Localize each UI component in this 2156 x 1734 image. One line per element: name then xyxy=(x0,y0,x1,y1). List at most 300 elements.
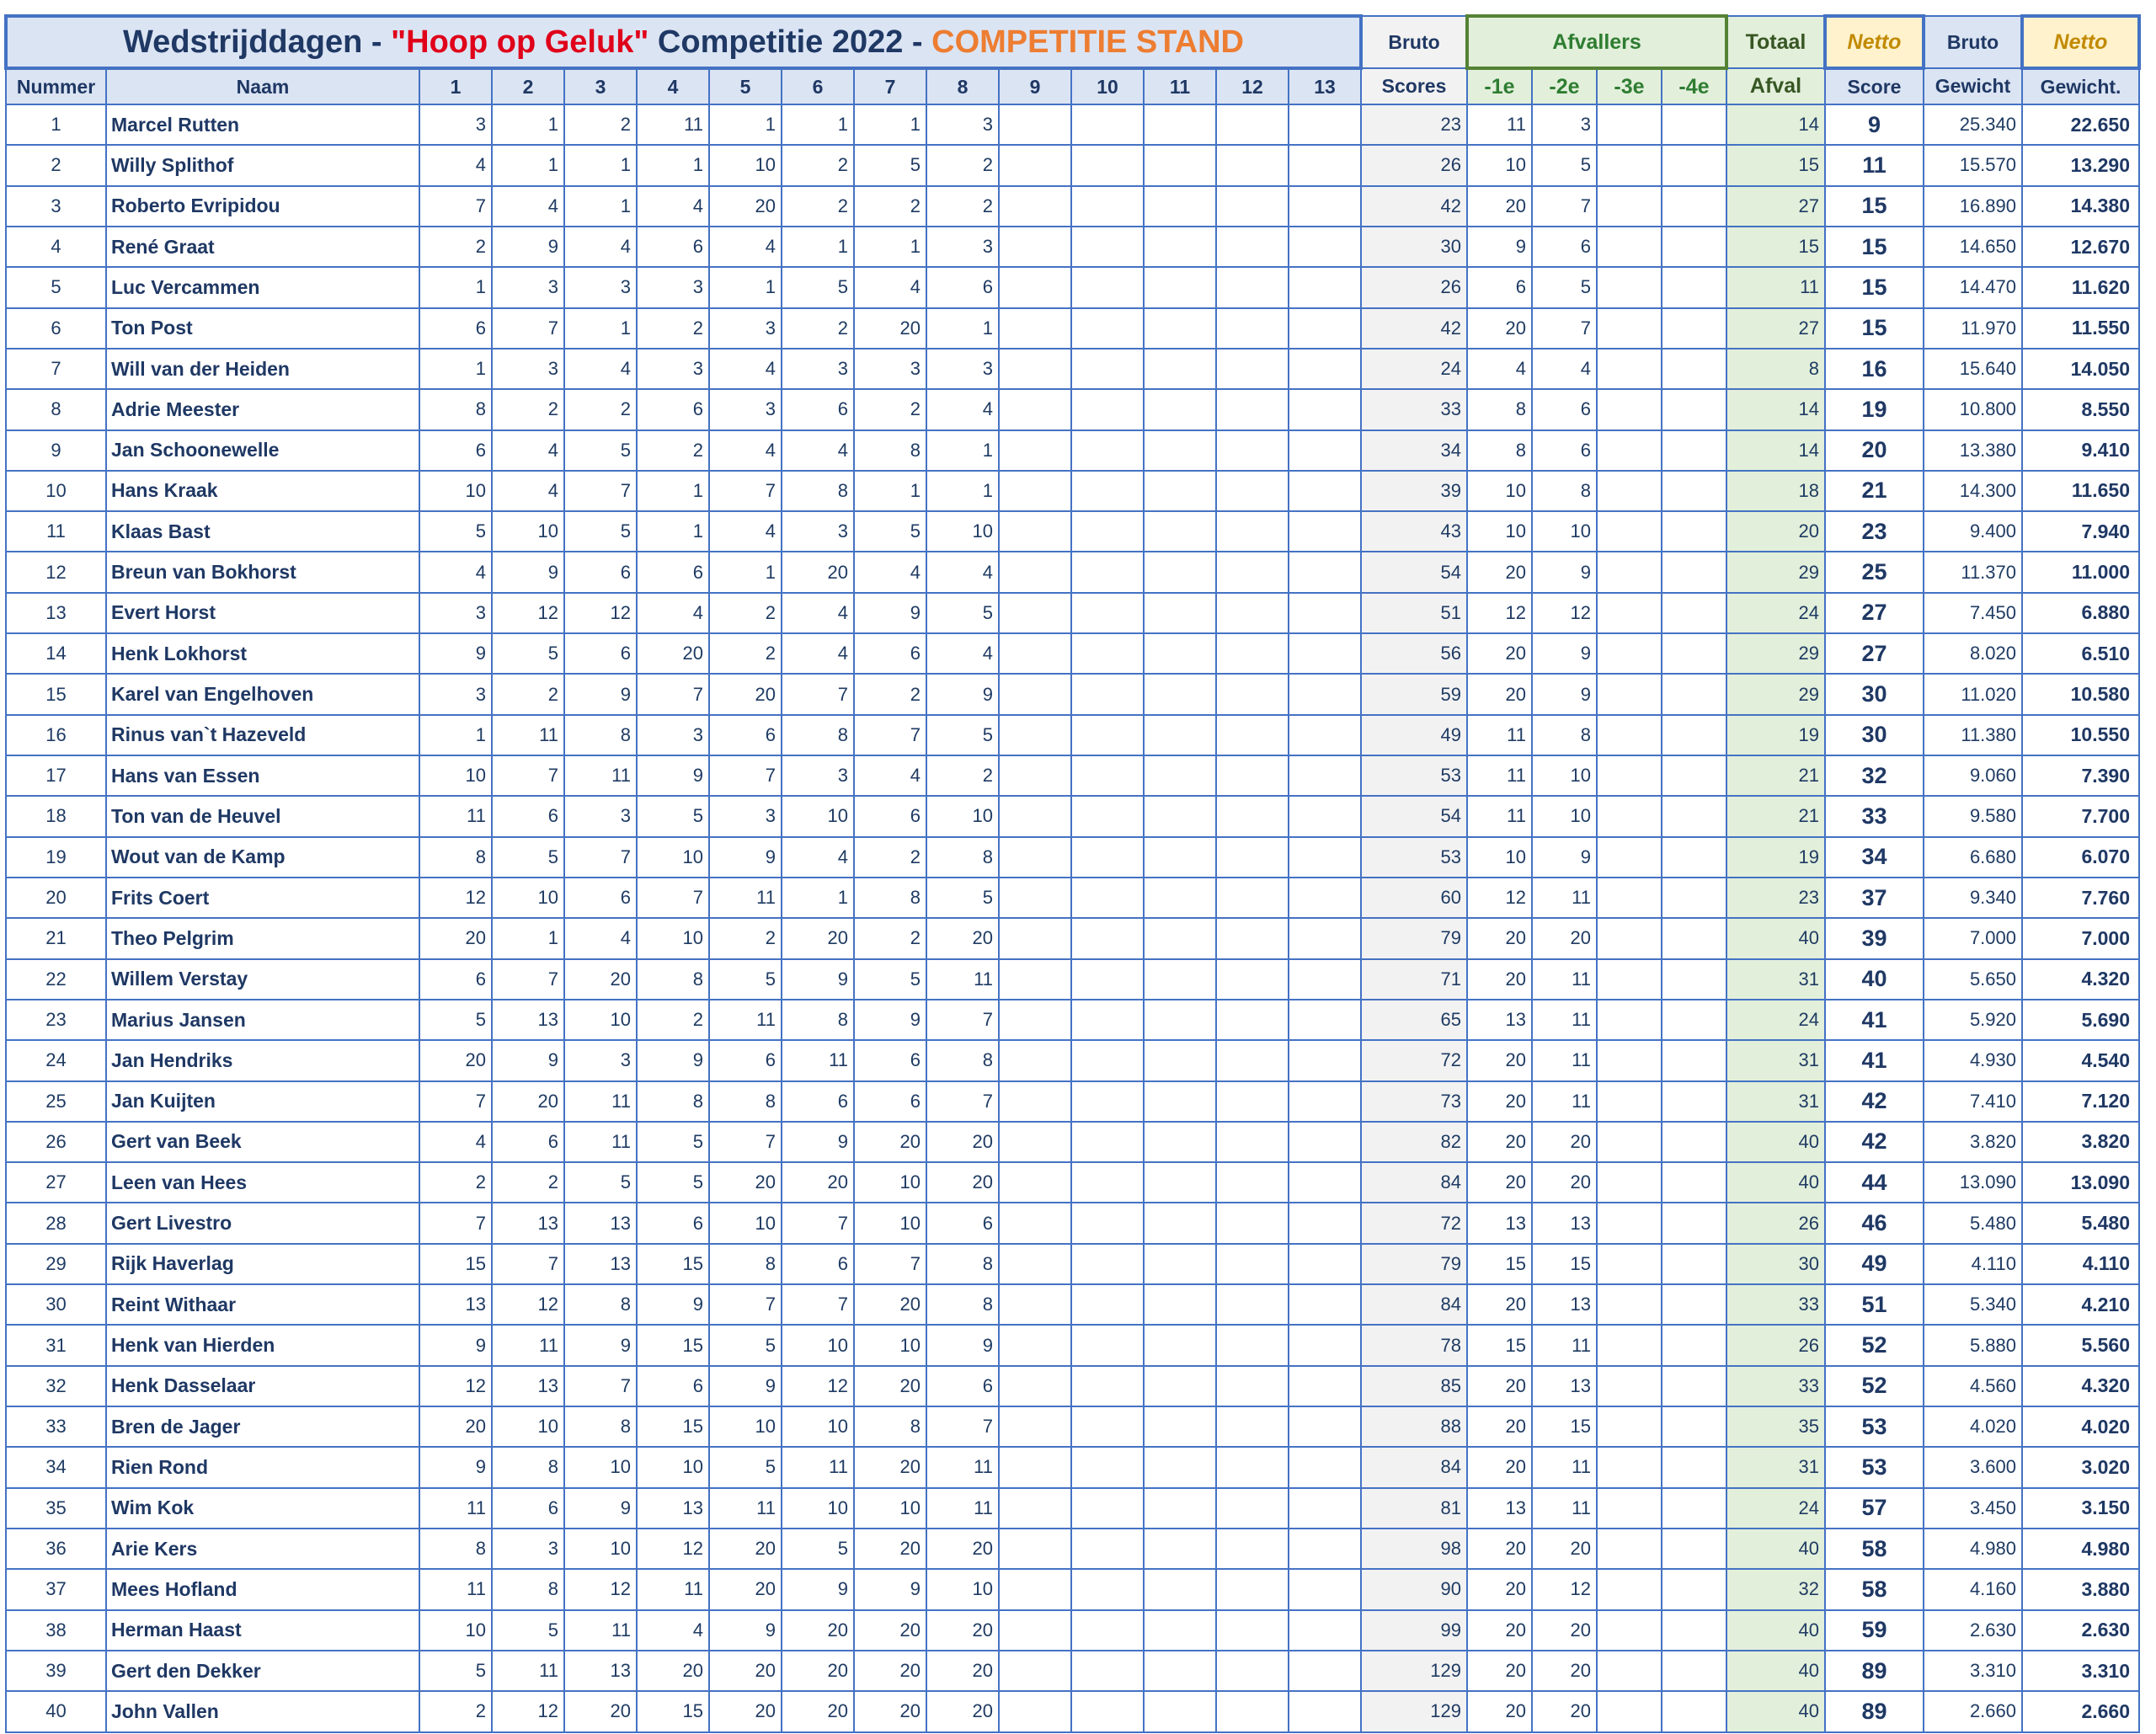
cell-day-10 xyxy=(1071,1406,1144,1447)
cell-day-13 xyxy=(1289,1203,1361,1243)
cell-day-13 xyxy=(1289,145,1361,185)
cell-netto-score: 53 xyxy=(1825,1406,1924,1447)
cell-netto-score: 58 xyxy=(1825,1569,1924,1609)
cell-netto-score: 30 xyxy=(1825,674,1924,714)
cell-afval-2: 13 xyxy=(1532,1203,1597,1243)
cell-bruto-gewicht: 9.400 xyxy=(1924,511,2022,552)
cell-day-8: 11 xyxy=(926,959,999,1000)
cell-day-2: 12 xyxy=(492,1284,564,1325)
cell-afval-1: 20 xyxy=(1467,1162,1532,1203)
cell-day-6: 5 xyxy=(782,267,854,307)
cell-day-8: 8 xyxy=(926,1244,999,1284)
title-part-club-name: "Hoop op Geluk" xyxy=(391,24,649,60)
cell-nummer: 20 xyxy=(6,878,106,918)
cell-day-6: 11 xyxy=(782,1040,854,1080)
cell-day-2: 2 xyxy=(492,389,564,429)
header-naam: Naam xyxy=(106,68,419,104)
cell-naam: Frits Coert xyxy=(106,878,419,918)
cell-day-9 xyxy=(999,1203,1071,1243)
cell-day-13 xyxy=(1289,1000,1361,1040)
cell-day-2: 10 xyxy=(492,878,564,918)
cell-bruto-scores: 88 xyxy=(1361,1406,1467,1447)
cell-afval-2: 6 xyxy=(1532,430,1597,471)
cell-day-7: 2 xyxy=(854,389,926,429)
cell-day-3: 9 xyxy=(564,1488,637,1529)
cell-totaal-afval: 14 xyxy=(1726,104,1825,145)
cell-day-13 xyxy=(1289,349,1361,389)
cell-afval-2: 6 xyxy=(1532,227,1597,267)
cell-bruto-gewicht: 11.370 xyxy=(1924,552,2022,592)
cell-afval-1: 11 xyxy=(1467,715,1532,755)
cell-nummer: 28 xyxy=(6,1203,106,1243)
cell-day-7: 8 xyxy=(854,1406,926,1447)
cell-netto-gewicht: 14.380 xyxy=(2022,186,2139,227)
cell-netto-score: 34 xyxy=(1825,837,1924,878)
cell-day-5: 10 xyxy=(709,1406,782,1447)
cell-afval-3 xyxy=(1597,511,1662,552)
cell-bruto-scores: 85 xyxy=(1361,1366,1467,1406)
cell-day-5: 3 xyxy=(709,308,782,349)
cell-afval-2: 20 xyxy=(1532,1651,1597,1691)
cell-naam: Evert Horst xyxy=(106,593,419,633)
cell-afval-4 xyxy=(1662,1651,1726,1691)
cell-day-5: 2 xyxy=(709,633,782,674)
cell-netto-gewicht: 4.110 xyxy=(2022,1244,2139,1284)
cell-bruto-gewicht: 11.970 xyxy=(1924,308,2022,349)
cell-day-5: 20 xyxy=(709,1651,782,1691)
sheet-title xyxy=(6,16,1361,68)
cell-afval-2: 3 xyxy=(1532,104,1597,145)
cell-day-4: 6 xyxy=(637,227,709,267)
table-row xyxy=(6,349,2139,389)
cell-day-10 xyxy=(1071,633,1144,674)
cell-day-5: 2 xyxy=(709,593,782,633)
table-row xyxy=(6,1447,2139,1487)
cell-nummer: 8 xyxy=(6,389,106,429)
cell-day-5: 1 xyxy=(709,267,782,307)
cell-afval-4 xyxy=(1662,349,1726,389)
cell-afval-3 xyxy=(1597,1284,1662,1325)
cell-day-8: 7 xyxy=(926,1406,999,1447)
cell-naam: Leen van Hees xyxy=(106,1162,419,1203)
cell-day-2: 6 xyxy=(492,796,564,836)
header-afval-1e: -1e xyxy=(1467,68,1532,104)
cell-bruto-scores: 84 xyxy=(1361,1162,1467,1203)
cell-afval-1: 10 xyxy=(1467,511,1532,552)
cell-day-3: 1 xyxy=(564,186,637,227)
cell-afval-3 xyxy=(1597,1651,1662,1691)
cell-netto-gewicht: 6.070 xyxy=(2022,837,2139,878)
table-row xyxy=(6,104,2139,145)
cell-day-6: 4 xyxy=(782,837,854,878)
cell-day-13 xyxy=(1289,1244,1361,1284)
cell-nummer: 17 xyxy=(6,755,106,796)
cell-netto-gewicht: 6.880 xyxy=(2022,593,2139,633)
cell-day-9 xyxy=(999,1284,1071,1325)
cell-nummer: 38 xyxy=(6,1610,106,1651)
cell-totaal-afval: 27 xyxy=(1726,186,1825,227)
cell-day-1: 4 xyxy=(419,552,492,592)
cell-day-1: 3 xyxy=(419,593,492,633)
cell-day-1: 12 xyxy=(419,878,492,918)
cell-day-10 xyxy=(1071,1081,1144,1122)
cell-nummer: 36 xyxy=(6,1529,106,1569)
cell-afval-1: 20 xyxy=(1467,918,1532,958)
cell-day-9 xyxy=(999,1447,1071,1487)
cell-day-2: 5 xyxy=(492,837,564,878)
cell-netto-score: 52 xyxy=(1825,1366,1924,1406)
cell-day-6: 8 xyxy=(782,471,854,511)
cell-nummer: 39 xyxy=(6,1651,106,1691)
cell-day-5: 20 xyxy=(709,1529,782,1569)
cell-day-4: 10 xyxy=(637,1447,709,1487)
header-bruto-top: Bruto xyxy=(1361,16,1467,68)
cell-day-5: 1 xyxy=(709,552,782,592)
cell-naam: Henk Dasselaar xyxy=(106,1366,419,1406)
cell-day-1: 12 xyxy=(419,1366,492,1406)
cell-afval-4 xyxy=(1662,430,1726,471)
cell-day-12 xyxy=(1216,1569,1289,1609)
cell-netto-gewicht: 11.620 xyxy=(2022,267,2139,307)
cell-day-1: 6 xyxy=(419,430,492,471)
cell-bruto-scores: 39 xyxy=(1361,471,1467,511)
cell-naam: Jan Schoonewelle xyxy=(106,430,419,471)
cell-day-7: 20 xyxy=(854,1122,926,1162)
cell-day-8: 6 xyxy=(926,267,999,307)
cell-day-12 xyxy=(1216,1406,1289,1447)
cell-day-4: 5 xyxy=(637,1122,709,1162)
cell-nummer: 27 xyxy=(6,1162,106,1203)
cell-netto-gewicht: 5.480 xyxy=(2022,1203,2139,1243)
cell-bruto-scores: 49 xyxy=(1361,715,1467,755)
cell-day-5: 7 xyxy=(709,471,782,511)
header-afval-3e: -3e xyxy=(1597,68,1662,104)
cell-day-6: 6 xyxy=(782,389,854,429)
cell-day-10 xyxy=(1071,227,1144,267)
cell-bruto-scores: 59 xyxy=(1361,674,1467,714)
cell-afval-2: 13 xyxy=(1532,1284,1597,1325)
cell-day-8: 1 xyxy=(926,471,999,511)
cell-day-1: 2 xyxy=(419,1162,492,1203)
cell-totaal-afval: 33 xyxy=(1726,1284,1825,1325)
cell-bruto-scores: 90 xyxy=(1361,1569,1467,1609)
cell-day-10 xyxy=(1071,1162,1144,1203)
cell-nummer: 7 xyxy=(6,349,106,389)
cell-day-1: 7 xyxy=(419,1203,492,1243)
cell-bruto-scores: 24 xyxy=(1361,349,1467,389)
cell-nummer: 26 xyxy=(6,1122,106,1162)
cell-day-4: 5 xyxy=(637,796,709,836)
cell-day-3: 8 xyxy=(564,715,637,755)
cell-day-5: 8 xyxy=(709,1244,782,1284)
cell-day-12 xyxy=(1216,104,1289,145)
cell-day-9 xyxy=(999,1081,1071,1122)
cell-day-13 xyxy=(1289,1447,1361,1487)
cell-day-6: 6 xyxy=(782,1244,854,1284)
cell-day-1: 9 xyxy=(419,1325,492,1365)
cell-totaal-afval: 40 xyxy=(1726,1529,1825,1569)
table-row xyxy=(6,145,2139,185)
cell-nummer: 40 xyxy=(6,1691,106,1731)
cell-day-8: 9 xyxy=(926,674,999,714)
cell-day-5: 20 xyxy=(709,186,782,227)
cell-bruto-gewicht: 7.410 xyxy=(1924,1081,2022,1122)
cell-afval-2: 11 xyxy=(1532,1447,1597,1487)
header-afval-2e: -2e xyxy=(1532,68,1597,104)
cell-afval-1: 20 xyxy=(1467,674,1532,714)
cell-day-4: 10 xyxy=(637,918,709,958)
cell-afval-3 xyxy=(1597,1162,1662,1203)
cell-afval-1: 20 xyxy=(1467,959,1532,1000)
cell-day-8: 3 xyxy=(926,104,999,145)
cell-bruto-gewicht: 15.640 xyxy=(1924,349,2022,389)
table-row xyxy=(6,308,2139,349)
cell-day-7: 9 xyxy=(854,1000,926,1040)
cell-netto-gewicht: 11.550 xyxy=(2022,308,2139,349)
cell-bruto-gewicht: 4.560 xyxy=(1924,1366,2022,1406)
cell-day-11 xyxy=(1144,1406,1216,1447)
cell-day-3: 11 xyxy=(564,755,637,796)
cell-totaal-afval: 18 xyxy=(1726,471,1825,511)
cell-day-2: 4 xyxy=(492,471,564,511)
cell-day-7: 20 xyxy=(854,1651,926,1691)
cell-day-10 xyxy=(1071,1203,1144,1243)
cell-totaal-afval: 31 xyxy=(1726,959,1825,1000)
cell-afval-4 xyxy=(1662,1691,1726,1731)
cell-day-1: 6 xyxy=(419,959,492,1000)
cell-day-1: 20 xyxy=(419,1040,492,1080)
table-row xyxy=(6,511,2139,552)
cell-day-3: 1 xyxy=(564,145,637,185)
cell-day-4: 7 xyxy=(637,878,709,918)
cell-day-7: 4 xyxy=(854,755,926,796)
table-row xyxy=(6,389,2139,429)
cell-afval-4 xyxy=(1662,1000,1726,1040)
table-row xyxy=(6,1366,2139,1406)
cell-day-7: 4 xyxy=(854,267,926,307)
cell-nummer: 16 xyxy=(6,715,106,755)
cell-nummer: 31 xyxy=(6,1325,106,1365)
cell-day-10 xyxy=(1071,1122,1144,1162)
cell-day-4: 8 xyxy=(637,959,709,1000)
cell-day-12 xyxy=(1216,878,1289,918)
cell-day-6: 4 xyxy=(782,430,854,471)
cell-day-1: 9 xyxy=(419,1447,492,1487)
cell-day-3: 3 xyxy=(564,1040,637,1080)
cell-day-1: 11 xyxy=(419,1488,492,1529)
cell-bruto-scores: 81 xyxy=(1361,1488,1467,1529)
cell-day-8: 3 xyxy=(926,349,999,389)
cell-netto-score: 51 xyxy=(1825,1284,1924,1325)
cell-day-9 xyxy=(999,267,1071,307)
cell-day-10 xyxy=(1071,715,1144,755)
cell-netto-gewicht: 14.050 xyxy=(2022,349,2139,389)
cell-day-11 xyxy=(1144,186,1216,227)
cell-day-1: 8 xyxy=(419,389,492,429)
cell-netto-gewicht: 3.150 xyxy=(2022,1488,2139,1529)
cell-day-2: 13 xyxy=(492,1000,564,1040)
cell-netto-score: 42 xyxy=(1825,1122,1924,1162)
cell-day-3: 20 xyxy=(564,1691,637,1731)
cell-day-6: 10 xyxy=(782,1406,854,1447)
cell-nummer: 18 xyxy=(6,796,106,836)
cell-bruto-scores: 84 xyxy=(1361,1284,1467,1325)
cell-netto-score: 89 xyxy=(1825,1691,1924,1731)
cell-day-7: 20 xyxy=(854,1366,926,1406)
cell-day-2: 11 xyxy=(492,1651,564,1691)
cell-afval-1: 10 xyxy=(1467,837,1532,878)
cell-afval-2: 11 xyxy=(1532,959,1597,1000)
cell-day-13 xyxy=(1289,104,1361,145)
cell-naam: Marius Jansen xyxy=(106,1000,419,1040)
cell-day-4: 2 xyxy=(637,308,709,349)
cell-netto-score: 32 xyxy=(1825,755,1924,796)
cell-afval-3 xyxy=(1597,837,1662,878)
cell-afval-2: 20 xyxy=(1532,918,1597,958)
cell-netto-score: 39 xyxy=(1825,918,1924,958)
cell-day-7: 10 xyxy=(854,1325,926,1365)
cell-day-13 xyxy=(1289,1610,1361,1651)
cell-netto-score: 21 xyxy=(1825,471,1924,511)
cell-day-4: 15 xyxy=(637,1691,709,1731)
table-row xyxy=(6,1244,2139,1284)
cell-day-12 xyxy=(1216,1284,1289,1325)
cell-day-9 xyxy=(999,593,1071,633)
cell-day-5: 4 xyxy=(709,511,782,552)
cell-day-4: 9 xyxy=(637,1284,709,1325)
title-row xyxy=(6,16,2139,68)
cell-nummer: 35 xyxy=(6,1488,106,1529)
cell-day-11 xyxy=(1144,552,1216,592)
cell-day-7: 8 xyxy=(854,430,926,471)
cell-bruto-scores: 54 xyxy=(1361,552,1467,592)
cell-day-11 xyxy=(1144,104,1216,145)
cell-day-2: 2 xyxy=(492,1162,564,1203)
cell-day-8: 1 xyxy=(926,308,999,349)
cell-day-7: 6 xyxy=(854,1040,926,1080)
cell-afval-4 xyxy=(1662,389,1726,429)
cell-day-7: 4 xyxy=(854,552,926,592)
cell-day-10 xyxy=(1071,145,1144,185)
cell-naam: Reint Withaar xyxy=(106,1284,419,1325)
cell-bruto-scores: 98 xyxy=(1361,1529,1467,1569)
cell-afval-2: 8 xyxy=(1532,471,1597,511)
cell-day-6: 7 xyxy=(782,674,854,714)
cell-afval-1: 20 xyxy=(1467,1122,1532,1162)
cell-day-8: 2 xyxy=(926,186,999,227)
cell-day-11 xyxy=(1144,349,1216,389)
cell-netto-score: 25 xyxy=(1825,552,1924,592)
cell-day-9 xyxy=(999,878,1071,918)
cell-day-2: 3 xyxy=(492,1529,564,1569)
cell-day-9 xyxy=(999,633,1071,674)
cell-afval-1: 10 xyxy=(1467,145,1532,185)
cell-day-13 xyxy=(1289,796,1361,836)
cell-day-2: 7 xyxy=(492,308,564,349)
cell-day-1: 20 xyxy=(419,918,492,958)
cell-day-13 xyxy=(1289,1569,1361,1609)
cell-totaal-afval: 14 xyxy=(1726,430,1825,471)
cell-netto-score: 89 xyxy=(1825,1651,1924,1691)
cell-day-13 xyxy=(1289,1651,1361,1691)
cell-afval-3 xyxy=(1597,796,1662,836)
cell-afval-2: 10 xyxy=(1532,796,1597,836)
header-afval: Afval xyxy=(1726,68,1825,104)
cell-day-11 xyxy=(1144,633,1216,674)
cell-day-13 xyxy=(1289,552,1361,592)
cell-day-12 xyxy=(1216,593,1289,633)
cell-naam: Wout van de Kamp xyxy=(106,837,419,878)
cell-afval-4 xyxy=(1662,186,1726,227)
cell-day-8: 8 xyxy=(926,837,999,878)
cell-afval-1: 15 xyxy=(1467,1325,1532,1365)
cell-day-5: 6 xyxy=(709,1040,782,1080)
cell-day-2: 1 xyxy=(492,145,564,185)
cell-afval-1: 11 xyxy=(1467,755,1532,796)
cell-day-9 xyxy=(999,511,1071,552)
header-totaal: Totaal xyxy=(1726,16,1825,68)
cell-day-9 xyxy=(999,552,1071,592)
cell-afval-4 xyxy=(1662,593,1726,633)
cell-day-4: 11 xyxy=(637,1569,709,1609)
cell-day-13 xyxy=(1289,1488,1361,1529)
cell-day-5: 20 xyxy=(709,674,782,714)
cell-day-9 xyxy=(999,1366,1071,1406)
cell-day-7: 2 xyxy=(854,186,926,227)
cell-afval-1: 4 xyxy=(1467,349,1532,389)
cell-day-7: 2 xyxy=(854,674,926,714)
cell-day-11 xyxy=(1144,959,1216,1000)
cell-netto-score: 23 xyxy=(1825,511,1924,552)
cell-bruto-gewicht: 5.920 xyxy=(1924,1000,2022,1040)
cell-afval-2: 9 xyxy=(1532,633,1597,674)
cell-day-10 xyxy=(1071,918,1144,958)
cell-naam: Rijk Haverlag xyxy=(106,1244,419,1284)
cell-afval-2: 11 xyxy=(1532,1081,1597,1122)
cell-day-12 xyxy=(1216,1122,1289,1162)
cell-bruto-scores: 56 xyxy=(1361,633,1467,674)
cell-day-9 xyxy=(999,796,1071,836)
cell-nummer: 1 xyxy=(6,104,106,145)
cell-day-11 xyxy=(1144,674,1216,714)
cell-day-11 xyxy=(1144,1284,1216,1325)
cell-nummer: 12 xyxy=(6,552,106,592)
cell-day-6: 10 xyxy=(782,1488,854,1529)
cell-afval-1: 13 xyxy=(1467,1203,1532,1243)
cell-day-10 xyxy=(1071,104,1144,145)
cell-day-8: 11 xyxy=(926,1447,999,1487)
cell-afval-3 xyxy=(1597,1325,1662,1365)
cell-afval-1: 20 xyxy=(1467,1284,1532,1325)
cell-day-2: 3 xyxy=(492,349,564,389)
cell-day-2: 12 xyxy=(492,593,564,633)
cell-bruto-gewicht: 8.020 xyxy=(1924,633,2022,674)
cell-afval-1: 20 xyxy=(1467,1569,1532,1609)
cell-day-5: 8 xyxy=(709,1081,782,1122)
cell-totaal-afval: 23 xyxy=(1726,878,1825,918)
cell-afval-4 xyxy=(1662,837,1726,878)
cell-netto-gewicht: 3.880 xyxy=(2022,1569,2139,1609)
table-row xyxy=(6,837,2139,878)
cell-totaal-afval: 11 xyxy=(1726,267,1825,307)
table-row xyxy=(6,227,2139,267)
cell-day-8: 10 xyxy=(926,511,999,552)
cell-day-12 xyxy=(1216,471,1289,511)
cell-day-9 xyxy=(999,918,1071,958)
cell-day-4: 4 xyxy=(637,593,709,633)
cell-naam: Willy Splithof xyxy=(106,145,419,185)
cell-nummer: 22 xyxy=(6,959,106,1000)
